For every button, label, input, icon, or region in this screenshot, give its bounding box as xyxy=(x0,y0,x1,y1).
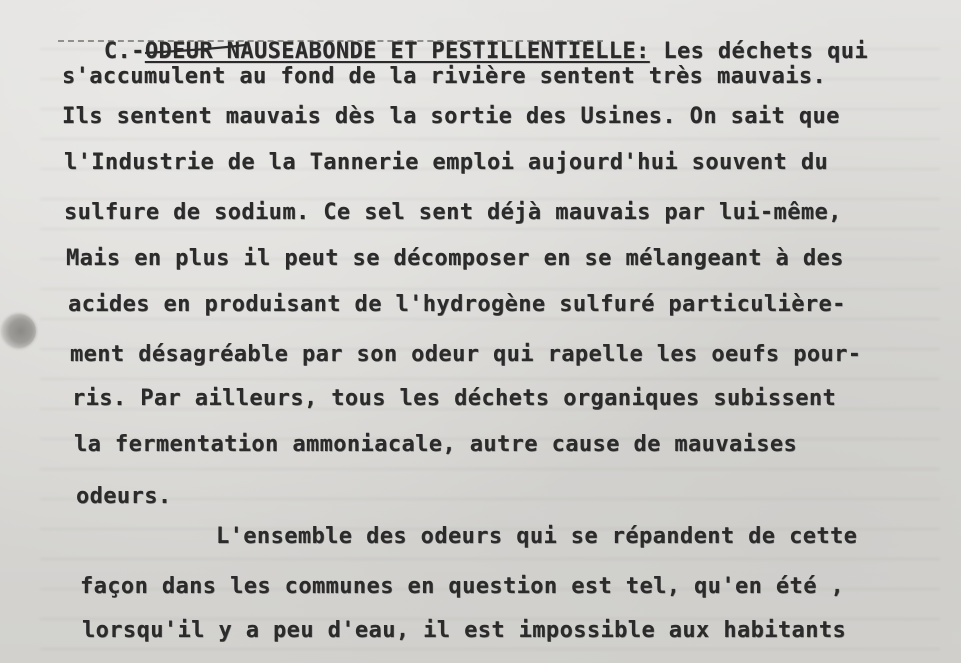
text-line: lorsqu'il y a peu d'eau, il est impossible aux habitants xyxy=(82,618,847,643)
text-line: ris. Par ailleurs, tous les déchets organiques subissent xyxy=(72,386,837,411)
dashed-underline xyxy=(58,40,603,47)
text-line: l'Industrie de la Tannerie emploi aujourd'hui souvent du xyxy=(64,150,829,175)
text-line: Mais en plus il peut se décomposer en se mélangeant à des xyxy=(66,246,844,271)
text-line: Ils sentent mauvais dès la sortie des Usines. On sait que xyxy=(62,104,840,129)
text-line: odeurs. xyxy=(76,484,172,509)
text-line: acides en produisant de l'hydrogène sulfuré particulière- xyxy=(68,292,846,317)
struck-heading: ODEUR NAUSEABONDE ET PESTILLENTIELLE: xyxy=(144,39,650,64)
heading-continuation: Les déchets qui xyxy=(649,39,869,64)
text-line: façon dans les communes en question est tel, qu'en été , xyxy=(80,574,845,599)
text-line: sulfure de sodium. Ce sel sent déjà mauvais par lui-même, xyxy=(64,200,842,225)
section-label: C.- xyxy=(103,39,145,64)
text-line: L'ensemble des odeurs qui se répandent de cette xyxy=(216,524,858,549)
text-line: s'accumulent au fond de la rivière sentent très mauvais. xyxy=(62,64,827,89)
text-line: la fermentation ammoniacale, autre cause de mauvaises xyxy=(74,432,798,457)
text-line: ment désagréable par son odeur qui rapelle les oeufs pour- xyxy=(70,342,862,367)
